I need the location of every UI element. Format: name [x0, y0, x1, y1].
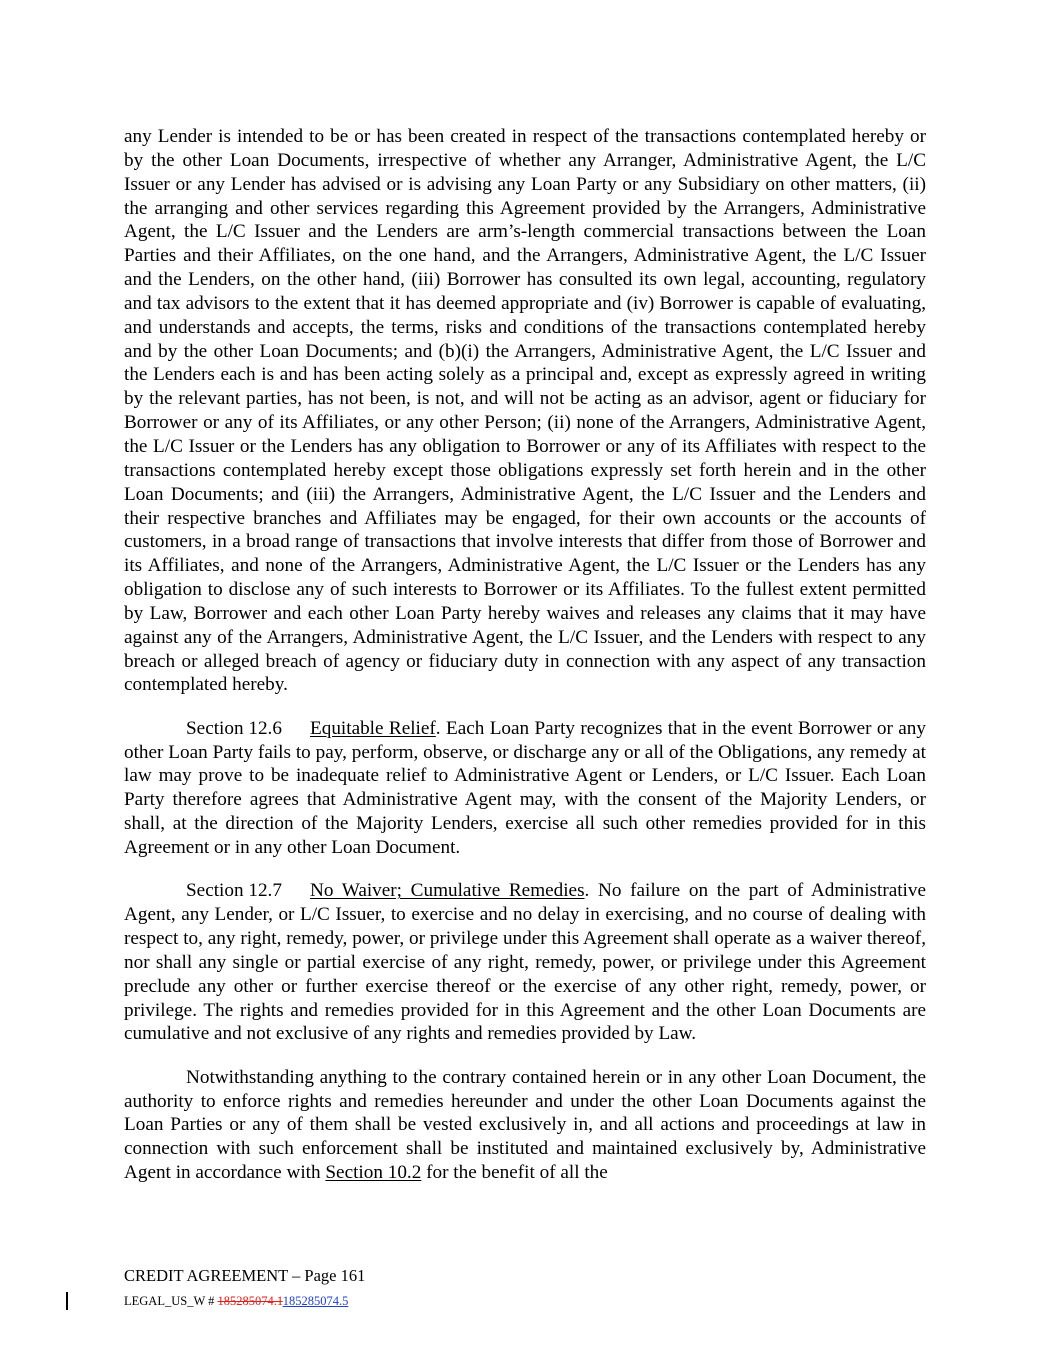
section-12-6-heading: Equitable Relief	[310, 717, 436, 739]
section-12-7-body: . No failure on the part of Administrative Agent, any Lender, or L/C Issuer, to exercise and no delay in exercising, and no course of dealing with respect to, any right, remedy, power, or privilege under this Agreement shall operate as a waiver thereof, nor shall any single or partial exercise of any right, remedy, power, or privilege under this Agreement preclude any other or further exercise thereof or the exercise of any other right, remedy, power, or privilege. The rights and remedies provided for in this Agreement and the other Loan Documents are cumulative and not exclusive of any rights and remedies provided by Law.	[124, 880, 926, 1045]
section-12-6-paragraph	[124, 717, 926, 860]
revision-change-bar	[66, 1292, 68, 1310]
section-12-6-number: Section 12.6	[186, 717, 282, 739]
notwithstanding-text-end: for the benefit of all the	[421, 1162, 608, 1184]
footer-doc-id	[124, 1293, 724, 1309]
document-body	[124, 125, 926, 1185]
section-12-7-heading: No Waiver; Cumulative Remedies	[310, 880, 585, 902]
section-12-7-paragraph	[124, 879, 926, 1046]
section-12-7-number: Section 12.7	[186, 880, 282, 902]
paragraph-continuation: any Lender is intended to be or has been created in respect of the transactions contemplated hereby or by the other Loan Documents, irrespective of whether any Arranger, Administrative Agent, the L/C Issuer or any Lender has advised or is advising any Loan Party or any Subsidiary on other matters, (ii) the arranging and other services regarding this Agreement provided by the Arrangers, Administrative Agent, the L/C Issuer and the Lenders are arm’s-length commercial transactions between the Loan Parties and their Affiliates, on the one hand, and the Arrangers, Administrative Agent, the L/C Issuer and the Lenders, on the other hand, (iii) Borrower has consulted its own legal, accounting, regulatory and tax advisors to the extent that it has deemed appropriate and (iv) Borrower is capable of evaluating, and understands and accepts, the terms, risks and conditions of the transactions contemplated hereby and by the other Loan Documents; and (b)(i) the Arrangers, Administrative Agent, the L/C Issuer and the Lenders each is and has been acting solely as a principal and, except as expressly agreed in writing by the relevant parties, has not been, is not, and will not be acting as an advisor, agent or fiduciary for Borrower or any of its Affiliates, or any other Person; (ii) none of the Arrangers, Administrative Agent, the L/C Issuer or the Lenders has any obligation to Borrower or any of its Affiliates with respect to the transactions contemplated hereby except those obligations expressly set forth herein and in the other Loan Documents; and (iii) the Arrangers, Administrative Agent, the L/C Issuer and the Lenders and their respective branches and Affiliates may be engaged, for their own accounts or the accounts of customers, in a broad range of transactions that involve interests that differ from those of Borrower and its Affiliates, and none of the Arrangers, Administrative Agent, the L/C Issuer or the Lenders has any obligation to disclose any of such interests to Borrower or its Affiliates. To the fullest extent permitted by Law, Borrower and each other Loan Party hereby waives and releases any claims that it may have against any of the Arrangers, Administrative Agent, the L/C Issuer, and the Lenders with respect to any breach or alleged breach of agency or fiduciary duty in connection with any aspect of any transaction contemplated hereby.	[124, 126, 926, 696]
doc-id-deleted: 185285074.1	[217, 1294, 283, 1308]
notwithstanding-paragraph	[124, 1066, 926, 1185]
footer-title: CREDIT AGREEMENT – Page 161	[124, 1266, 366, 1285]
section-12-6-body: . Each Loan Party recognizes that in the event Borrower or any other Loan Party fails to pay, perform, observe, or discharge any or all of the Obligations, any remedy at law may prove to be inadequate relief to Administrative Agent or Lenders, or L/C Issuer. Each Loan Party therefore agrees that Administrative Agent may, with the consent of the Majority Lenders, or shall, at the direction of the Majority Lenders, exercise all such other remedies provided for in this Agreement or in any other Loan Document.	[124, 717, 926, 858]
notwithstanding-text: Notwithstanding anything to the contrary contained herein or in any other Loan Document, the authority to enforce rights and remedies hereunder and under the other Loan Documents against the Loan Parties or any of them shall be vested exclusively in, and all actions and proceedings at law in connection with such enforcement shall be instituted and maintained exclusively by, Administrative Agent in accordance with	[124, 1066, 926, 1184]
page-footer	[124, 1266, 724, 1309]
section-10-2-reference: Section 10.2	[325, 1162, 422, 1184]
doc-id-inserted: 185285074.5	[282, 1294, 349, 1308]
doc-id-prefix: LEGAL_US_W #	[124, 1294, 218, 1308]
